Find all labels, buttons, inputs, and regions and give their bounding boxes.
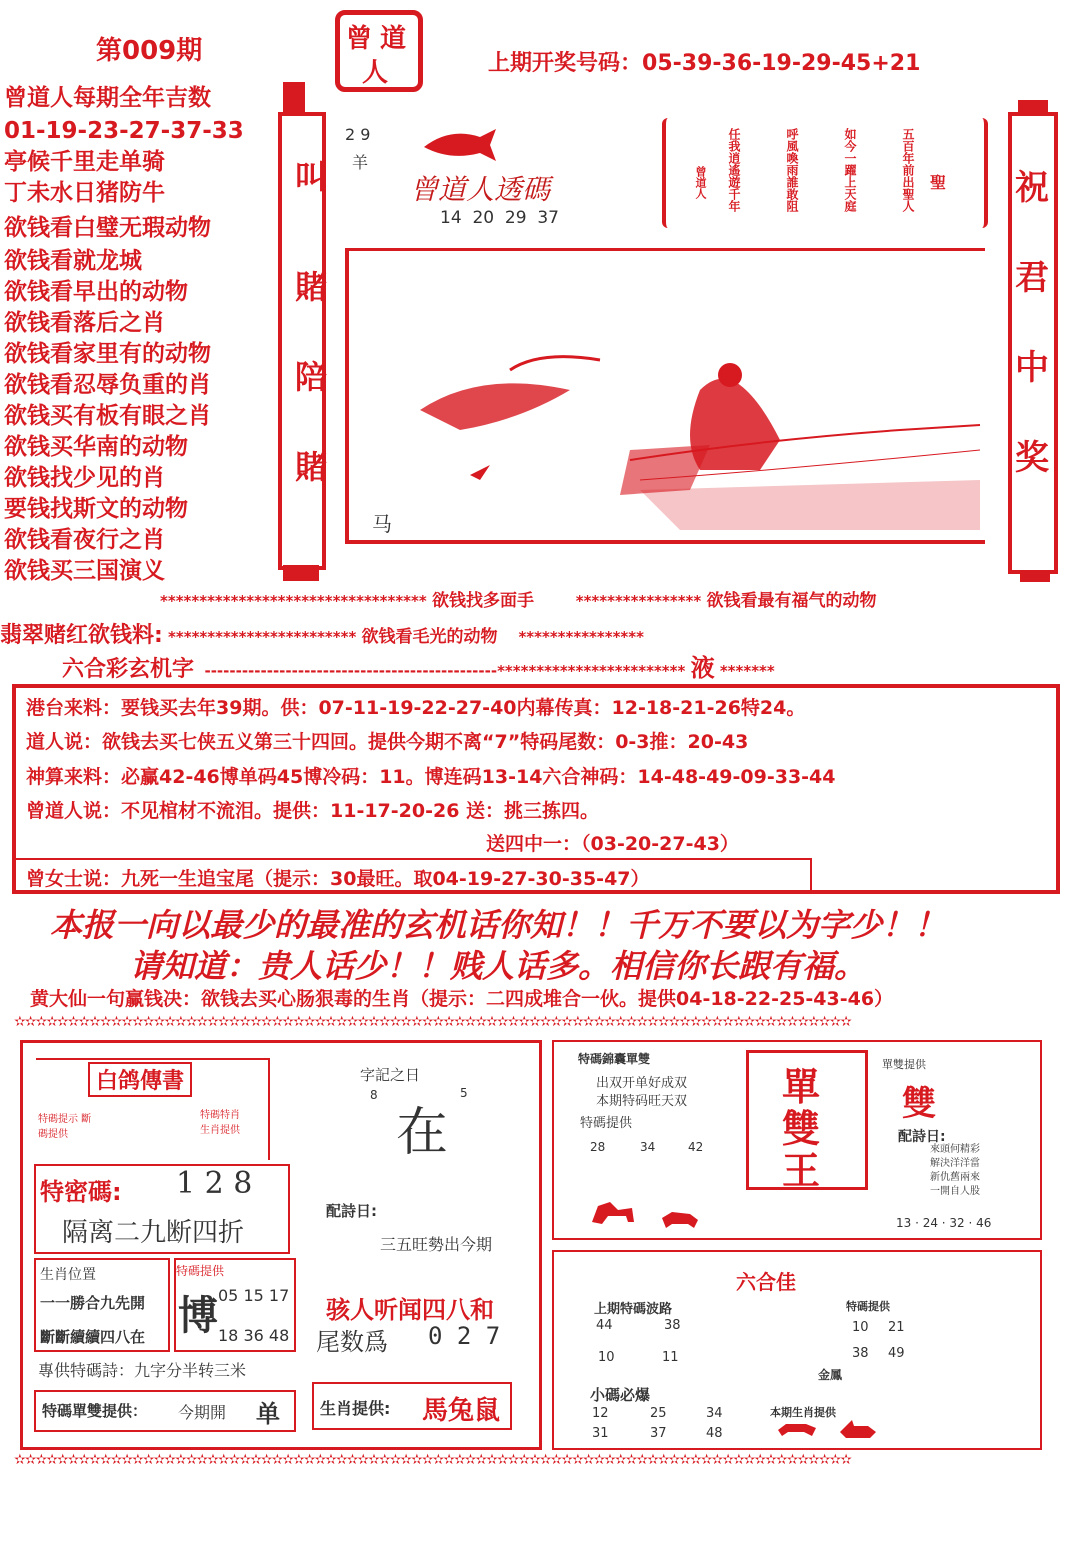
scroll-rod-bottom [283, 565, 319, 581]
grid3: 25 [650, 1406, 667, 1421]
br-top-right-label: 單雙提供 [882, 1058, 926, 1071]
left-line: 丁未水日猪防牛 [4, 180, 165, 206]
grid1: 10 [598, 1350, 615, 1365]
zodiac-provide-value: 馬兔鼠 [422, 1396, 501, 1426]
logo-seal-icon [340, 15, 420, 89]
slogan-1: 本报一向以最少的最准的玄机话你知！！千万不要以为字少！！ [50, 906, 947, 944]
scene-char: 马 [372, 512, 392, 536]
huang-daxian: 黄大仙一句赢钱决：欲钱去买心肠狠毒的生肖（提示：二四成堆合一伙。提供04-18-22-25-43-46） [30, 988, 894, 1010]
mini-left: 特碼提示 斷碼提供 [38, 1114, 92, 1140]
special-value: 1 2 8 [176, 1166, 253, 1201]
ox-icon [660, 1208, 700, 1230]
br-poem-line: 來頭何精彩 [930, 1144, 980, 1155]
left-line: 欲钱买有板有眼之肖 [4, 403, 211, 429]
verse-line: 五百年前出聖人 [901, 128, 915, 212]
br-provide-num: 28 [590, 1140, 606, 1154]
br-provide-num: 42 [688, 1140, 704, 1154]
star-line-3-char: 液 [690, 654, 715, 682]
verse-corner-char: 聖 [930, 173, 947, 192]
left-line: 亭候千里走单骑 [4, 149, 165, 175]
left-scroll-char: 叫 [290, 160, 328, 192]
right-scroll-char: 奖 [1015, 438, 1049, 478]
svg-text:人: 人 [362, 58, 389, 88]
poster-numbers: 14 20 29 37 [440, 208, 559, 228]
odd-even-text: 今期開 [178, 1403, 227, 1422]
left-line: 欲钱看忍辱负重的肖 [4, 372, 211, 398]
br-poem-label: 配詩日: [898, 1129, 946, 1145]
left-scroll-char: 陪 [290, 360, 328, 392]
left-line: 欲钱看白璧无瑕动物 [4, 215, 211, 241]
last-result-numbers: 05-39-36-19-29-45+21 [642, 51, 921, 76]
mini-right: 特碼特肖 生肖提供 [200, 1110, 240, 1136]
grid3: 12 [592, 1406, 609, 1421]
star-line-1: ********************************** 欲钱找多面手 **************** 欲钱看最有福气的动物 [160, 591, 877, 611]
right-scroll-char: 祝 [1015, 168, 1049, 208]
left-line: 曾道人每期全年吉数 [4, 85, 211, 111]
scroll-rod-top [283, 82, 305, 112]
left-scroll-char: 賭 [290, 270, 328, 302]
mid-title: 字記之日 [360, 1066, 421, 1084]
last-result-label: 上期开奖号码： [488, 51, 643, 76]
poster-top-numbers: 2 9 [345, 125, 371, 144]
grid1: 11 [662, 1350, 679, 1365]
info-line: 港台来料：要钱买去年39期。供：07-11-19-22-27-40内幕传真：12-18-21-26特24。 [26, 697, 806, 719]
fish-icon [420, 125, 500, 165]
left-line: 欲钱买华南的动物 [4, 434, 188, 460]
star-line-1-a: 欲钱找多面手 [431, 591, 534, 611]
big-char: 雙 [782, 1107, 821, 1151]
poster-top-zodiac: 羊 [352, 153, 369, 172]
star-line-2-label: 翡翠赌红欲钱料: [0, 623, 163, 648]
verse-panel [662, 118, 992, 230]
hear-text: 骇人听闻四八和 [326, 1296, 494, 1324]
last-result [488, 46, 920, 77]
br-odd-even-text: 出双开单好成双 [596, 1076, 688, 1091]
scroll-rod-bottom [1020, 572, 1050, 582]
isolate-text: 隔离二九断四折 [62, 1218, 245, 1248]
grid3: 31 [592, 1426, 609, 1441]
zodiac-line: 一一勝合九先開 [40, 1294, 146, 1312]
tail-value: 0 2 7 [428, 1322, 501, 1350]
poster-title: 曾道人透碼 [410, 173, 551, 206]
zodiac-provide-label: 生肖提供: [320, 1399, 391, 1418]
slogan-2: 请知道：贵人话少！！贱人话多。相信你长跟有福。 [130, 947, 867, 985]
left-line: 欲钱看家里有的动物 [4, 341, 211, 367]
pigeon-title: 白鸽傳書 [88, 1062, 192, 1097]
grid2: 38 [852, 1346, 869, 1361]
br-odd-even-title: 特碼錦囊單雙 [578, 1052, 651, 1066]
right-scroll-char: 中 [1015, 348, 1049, 388]
grid2: 49 [888, 1346, 905, 1361]
br-poem-line: 新仇舊兩來 [930, 1172, 980, 1183]
grid1: 44 [596, 1318, 613, 1333]
mid-char: 在 [396, 1103, 449, 1163]
svg-text:曾: 曾 [346, 24, 373, 54]
bo-label: 特碼提供 [176, 1264, 225, 1278]
br-small-code: 小碼必爆 [590, 1386, 651, 1404]
info-line: 道人说：欲钱去买七侠五义第三十四回。提供今期不离“7”特码尾数：0-3推：20-43 [26, 731, 749, 753]
scene-illustration-icon [380, 330, 1000, 540]
left-line: 欲钱找少见的肖 [4, 465, 165, 491]
rabbit-icon [836, 1418, 880, 1440]
verse-line: 任我逍遙遊千年 [727, 128, 741, 212]
special-poem: 專供特碼詩：九字分半转三米 [38, 1361, 247, 1380]
verse-line: 曾道人 [694, 166, 707, 199]
left-line: 要钱找斯文的动物 [4, 496, 188, 522]
grid2: 21 [888, 1320, 905, 1335]
mid-poem-text: 三五旺勢出今期 [380, 1235, 493, 1254]
br-nums-row: 13 · 24 · 32 · 46 [896, 1216, 992, 1230]
mid-n1: 8 [370, 1088, 378, 1102]
star-border: ✫✫✫✫✫✫✫✫✫✫✫✫✫✫✫✫✫✫✫✫✫✫✫✫✫✫✫✫✫✫✫✫✫✫✫✫✫✫✫✫✫✫✫✫✫✫✫✫✫✫✫✫✫✫✫✫✫✫✫✫✫✫✫✫✫✫✫✫✫✫✫✫✫✫✫✫✫✫ [14, 1452, 851, 1468]
tiger-icon [776, 1418, 820, 1440]
star-border: ✫✫✫✫✫✫✫✫✫✫✫✫✫✫✫✫✫✫✫✫✫✫✫✫✫✫✫✫✫✫✫✫✫✫✫✫✫✫✫✫✫✫✫✫✫✫✫✫✫✫✫✫✫✫✫✫✫✫✫✫✫✫✫✫✫✫✫✫✫✫✫✫✫✫✫✫✫✫ [14, 1014, 851, 1030]
bo-char: 博 [178, 1293, 218, 1339]
scroll-rod-top [1018, 100, 1048, 114]
star-line-1-b: 欲钱看最有福气的动物 [706, 591, 877, 611]
star-line-2: 翡翠赌红欲钱料: ************************ 欲钱看毛光的动物 **************** [0, 623, 644, 648]
big-char: 單 [782, 1065, 821, 1109]
grid3: 34 [706, 1406, 723, 1421]
mid-poem-label: 配詩日: [326, 1202, 377, 1220]
info-line: 曾道人说：不见棺材不流泪。提供：11-17-20-26 送：挑三拣四。 [26, 800, 600, 822]
br-lower-title: 六合佳 [736, 1270, 796, 1294]
grid3: 37 [650, 1426, 667, 1441]
grid1: 38 [664, 1318, 681, 1333]
star-line-2-text: 欲钱看毛光的动物 [361, 627, 498, 647]
left-scroll-char: 賭 [290, 450, 328, 482]
special-label: 特密碼: [40, 1178, 122, 1206]
right-scroll-char: 君 [1015, 258, 1049, 298]
horse-icon [588, 1196, 638, 1228]
br-poem-line: 一開自人股 [930, 1186, 980, 1197]
verse-line: 如今一躍上天庭 [843, 128, 857, 212]
big-char: 王 [782, 1149, 821, 1193]
zodiac-line: 斷斷續續四八在 [40, 1328, 146, 1346]
br-provide-num: 34 [640, 1140, 656, 1154]
br-poem-line: 解決洋洋當 [930, 1158, 980, 1169]
bo-nums: 05 15 17 [218, 1286, 290, 1305]
left-line: 欲钱看就龙城 [4, 248, 142, 274]
br-gold: 金鳳 [818, 1368, 843, 1382]
zodiac-tip: 生肖位置 [40, 1267, 96, 1283]
br-last-wave: 上期特碼波路 [594, 1302, 673, 1317]
br-provide-label: 特碼提供 [580, 1116, 633, 1131]
logo-stamp [335, 10, 423, 92]
odd-even-value: 单 [256, 1400, 280, 1428]
left-line: 欲钱看落后之肖 [4, 310, 165, 336]
grid3: 48 [706, 1426, 723, 1441]
info-line: 送四中一：（03-20-27-43） [486, 833, 739, 855]
info-line: 神算来料：必赢42-46博单码45博冷码：11。博连码13-14六合神码：14-48-49-09-33-44 [26, 766, 836, 788]
bo-nums: 18 36 48 [218, 1326, 290, 1345]
br-special-provide: 特碼提供 [846, 1300, 890, 1313]
verse-line: 呼風喚雨誰敢阻 [785, 128, 799, 212]
tail-label: 尾数爲 [316, 1328, 388, 1356]
br-top-right-char: 雙 [902, 1084, 936, 1124]
left-line: 欲钱看早出的动物 [4, 279, 188, 305]
left-line: 欲钱看夜行之肖 [4, 527, 165, 553]
grid2: 10 [852, 1320, 869, 1335]
star-line-3: 六合彩玄机字 -----------------------------------------------************************ 液 ******* [62, 654, 775, 682]
br-odd-even-text: 本期特码旺天双 [596, 1094, 688, 1109]
star-line-3-label: 六合彩玄机字 [62, 657, 195, 682]
left-line: 01-19-23-27-37-33 [4, 118, 244, 144]
info-line: 曾女士说：九死一生追宝尾（提示：30最旺。取04-19-27-30-35-47） [26, 868, 650, 890]
mid-n2: 5 [460, 1086, 468, 1100]
svg-text:道: 道 [380, 24, 407, 54]
br-bottom-label: 本期生肖提供 [770, 1406, 836, 1419]
left-line: 欲钱买三国演义 [4, 558, 165, 584]
issue-number: 第009期 [96, 36, 203, 66]
odd-even-label: 特碼單雙提供： [42, 1402, 148, 1420]
